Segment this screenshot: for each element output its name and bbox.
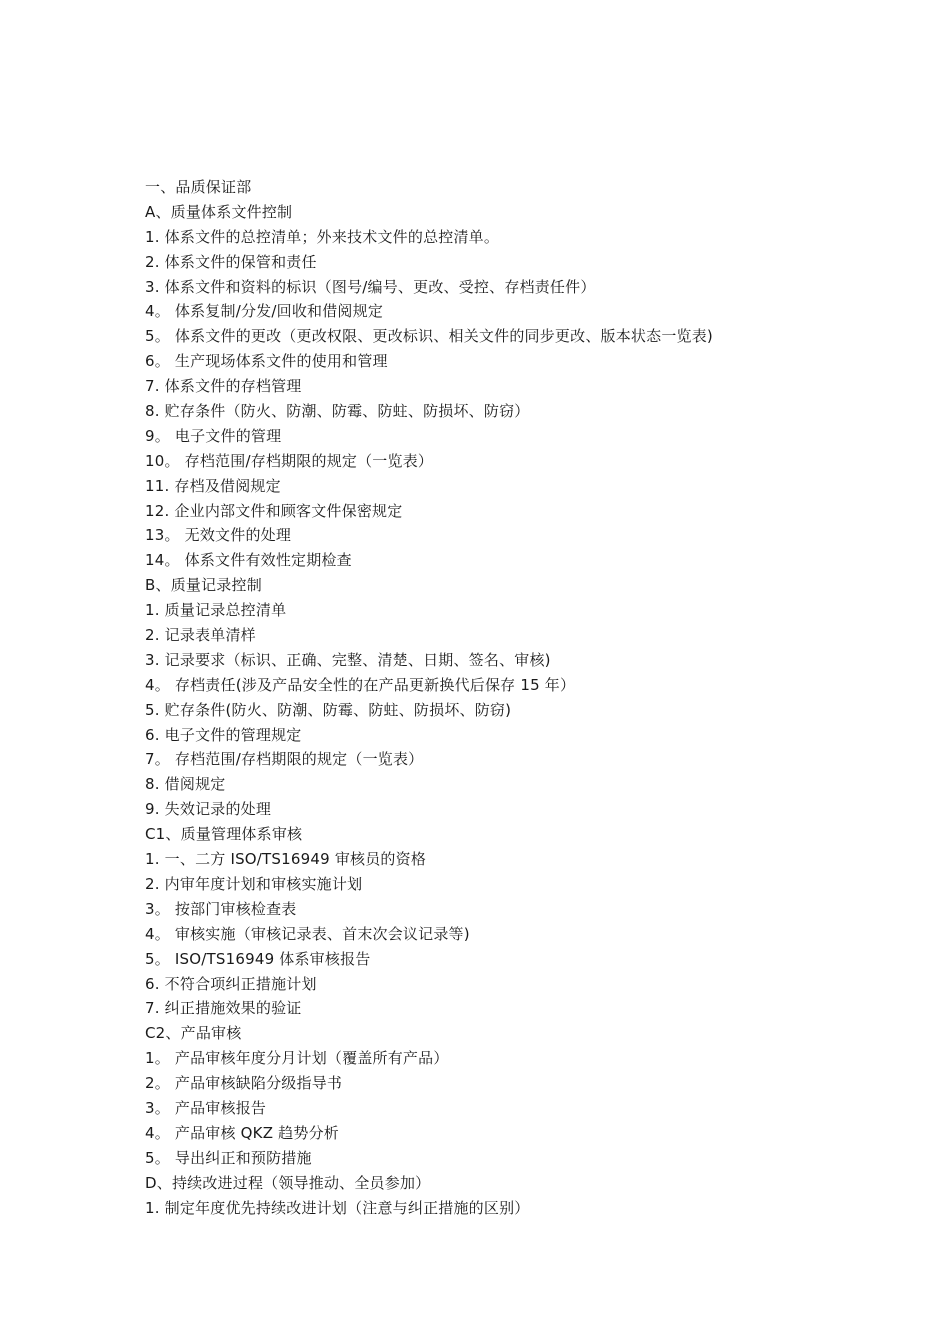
list-item: 7. 纠正措施效果的验证 [145,999,302,1018]
document-body [145,175,845,1220]
section-heading: 一、品质保证部 [145,178,252,196]
list-item: 11. 存档及借阅规定 [145,476,281,495]
list-item: 6。 生产现场体系文件的使用和管理 [145,352,388,371]
list-item: 10。 存档范围/存档期限的规定（一览表） [145,451,434,470]
list-item: 2. 体系文件的保管和责任 [145,252,317,271]
list-item: 8. 借阅规定 [145,775,226,794]
list-item: 5. 贮存条件(防火、防潮、防霉、防蛀、防损坏、防窃) [145,700,512,719]
subsection-heading: B、质量记录控制 [145,576,262,595]
list-item: 6. 电子文件的管理规定 [145,725,302,744]
list-item: 1. 体系文件的总控清单；外来技术文件的总控清单。 [145,227,500,246]
list-item: 3。 按部门审核检查表 [145,899,297,918]
subsection-heading: A、质量体系文件控制 [145,202,293,221]
list-item: 9. 失效记录的处理 [145,800,272,819]
subsection-heading: C2、产品审核 [145,1024,242,1043]
list-item: 3. 体系文件和资料的标识（图号/编号、更改、受控、存档责任件） [145,277,596,296]
list-item: 13。 无效文件的处理 [145,526,292,545]
list-item: 5。 导出纠正和预防措施 [145,1148,312,1167]
list-item: 4。 体系复制/分发/回收和借阅规定 [145,302,384,321]
list-item: 7. 体系文件的存档管理 [145,377,302,396]
list-item: 14。 体系文件有效性定期检查 [145,551,352,570]
list-item: 2. 记录表单清样 [145,626,256,645]
list-item: 1. 一、二方 ISO/TS16949 审核员的资格 [145,850,427,869]
subsection-heading: C1、质量管理体系审核 [145,825,303,844]
list-item: 1。 产品审核年度分月计划（覆盖所有产品） [145,1049,449,1068]
list-item: 5。 ISO/TS16949 体系审核报告 [145,949,371,968]
list-item: 5。 体系文件的更改（更改权限、更改标识、相关文件的同步更改、版本状态一览表) [145,327,713,346]
list-item: 1. 制定年度优先持续改进计划（注意与纠正措施的区别） [145,1198,530,1217]
list-item: 1. 质量记录总控清单 [145,601,287,620]
list-item: 2. 内审年度计划和审核实施计划 [145,874,363,893]
list-item: 2。 产品审核缺陷分级指导书 [145,1074,343,1093]
subsection-heading: D、持续改进过程（领导推动、全员参加） [145,1173,431,1192]
list-item: 9。 电子文件的管理 [145,426,282,445]
list-item: 12. 企业内部文件和顾客文件保密规定 [145,501,403,520]
list-item: 6. 不符合项纠正措施计划 [145,974,317,993]
list-item: 3. 记录要求（标识、正确、完整、清楚、日期、签名、审核) [145,650,551,669]
list-item: 4。 产品审核 QKZ 趋势分析 [145,1123,339,1142]
list-item: 7。 存档范围/存档期限的规定（一览表） [145,750,424,769]
list-item: 8. 贮存条件（防火、防潮、防霉、防蛀、防损坏、防窃） [145,402,530,421]
list-item: 3。 产品审核报告 [145,1098,267,1117]
list-item: 4。 存档责任(涉及产品安全性的在产品更新换代后保存 15 年） [145,675,576,694]
list-item: 4。 审核实施（审核记录表、首末次会议记录等) [145,924,470,943]
